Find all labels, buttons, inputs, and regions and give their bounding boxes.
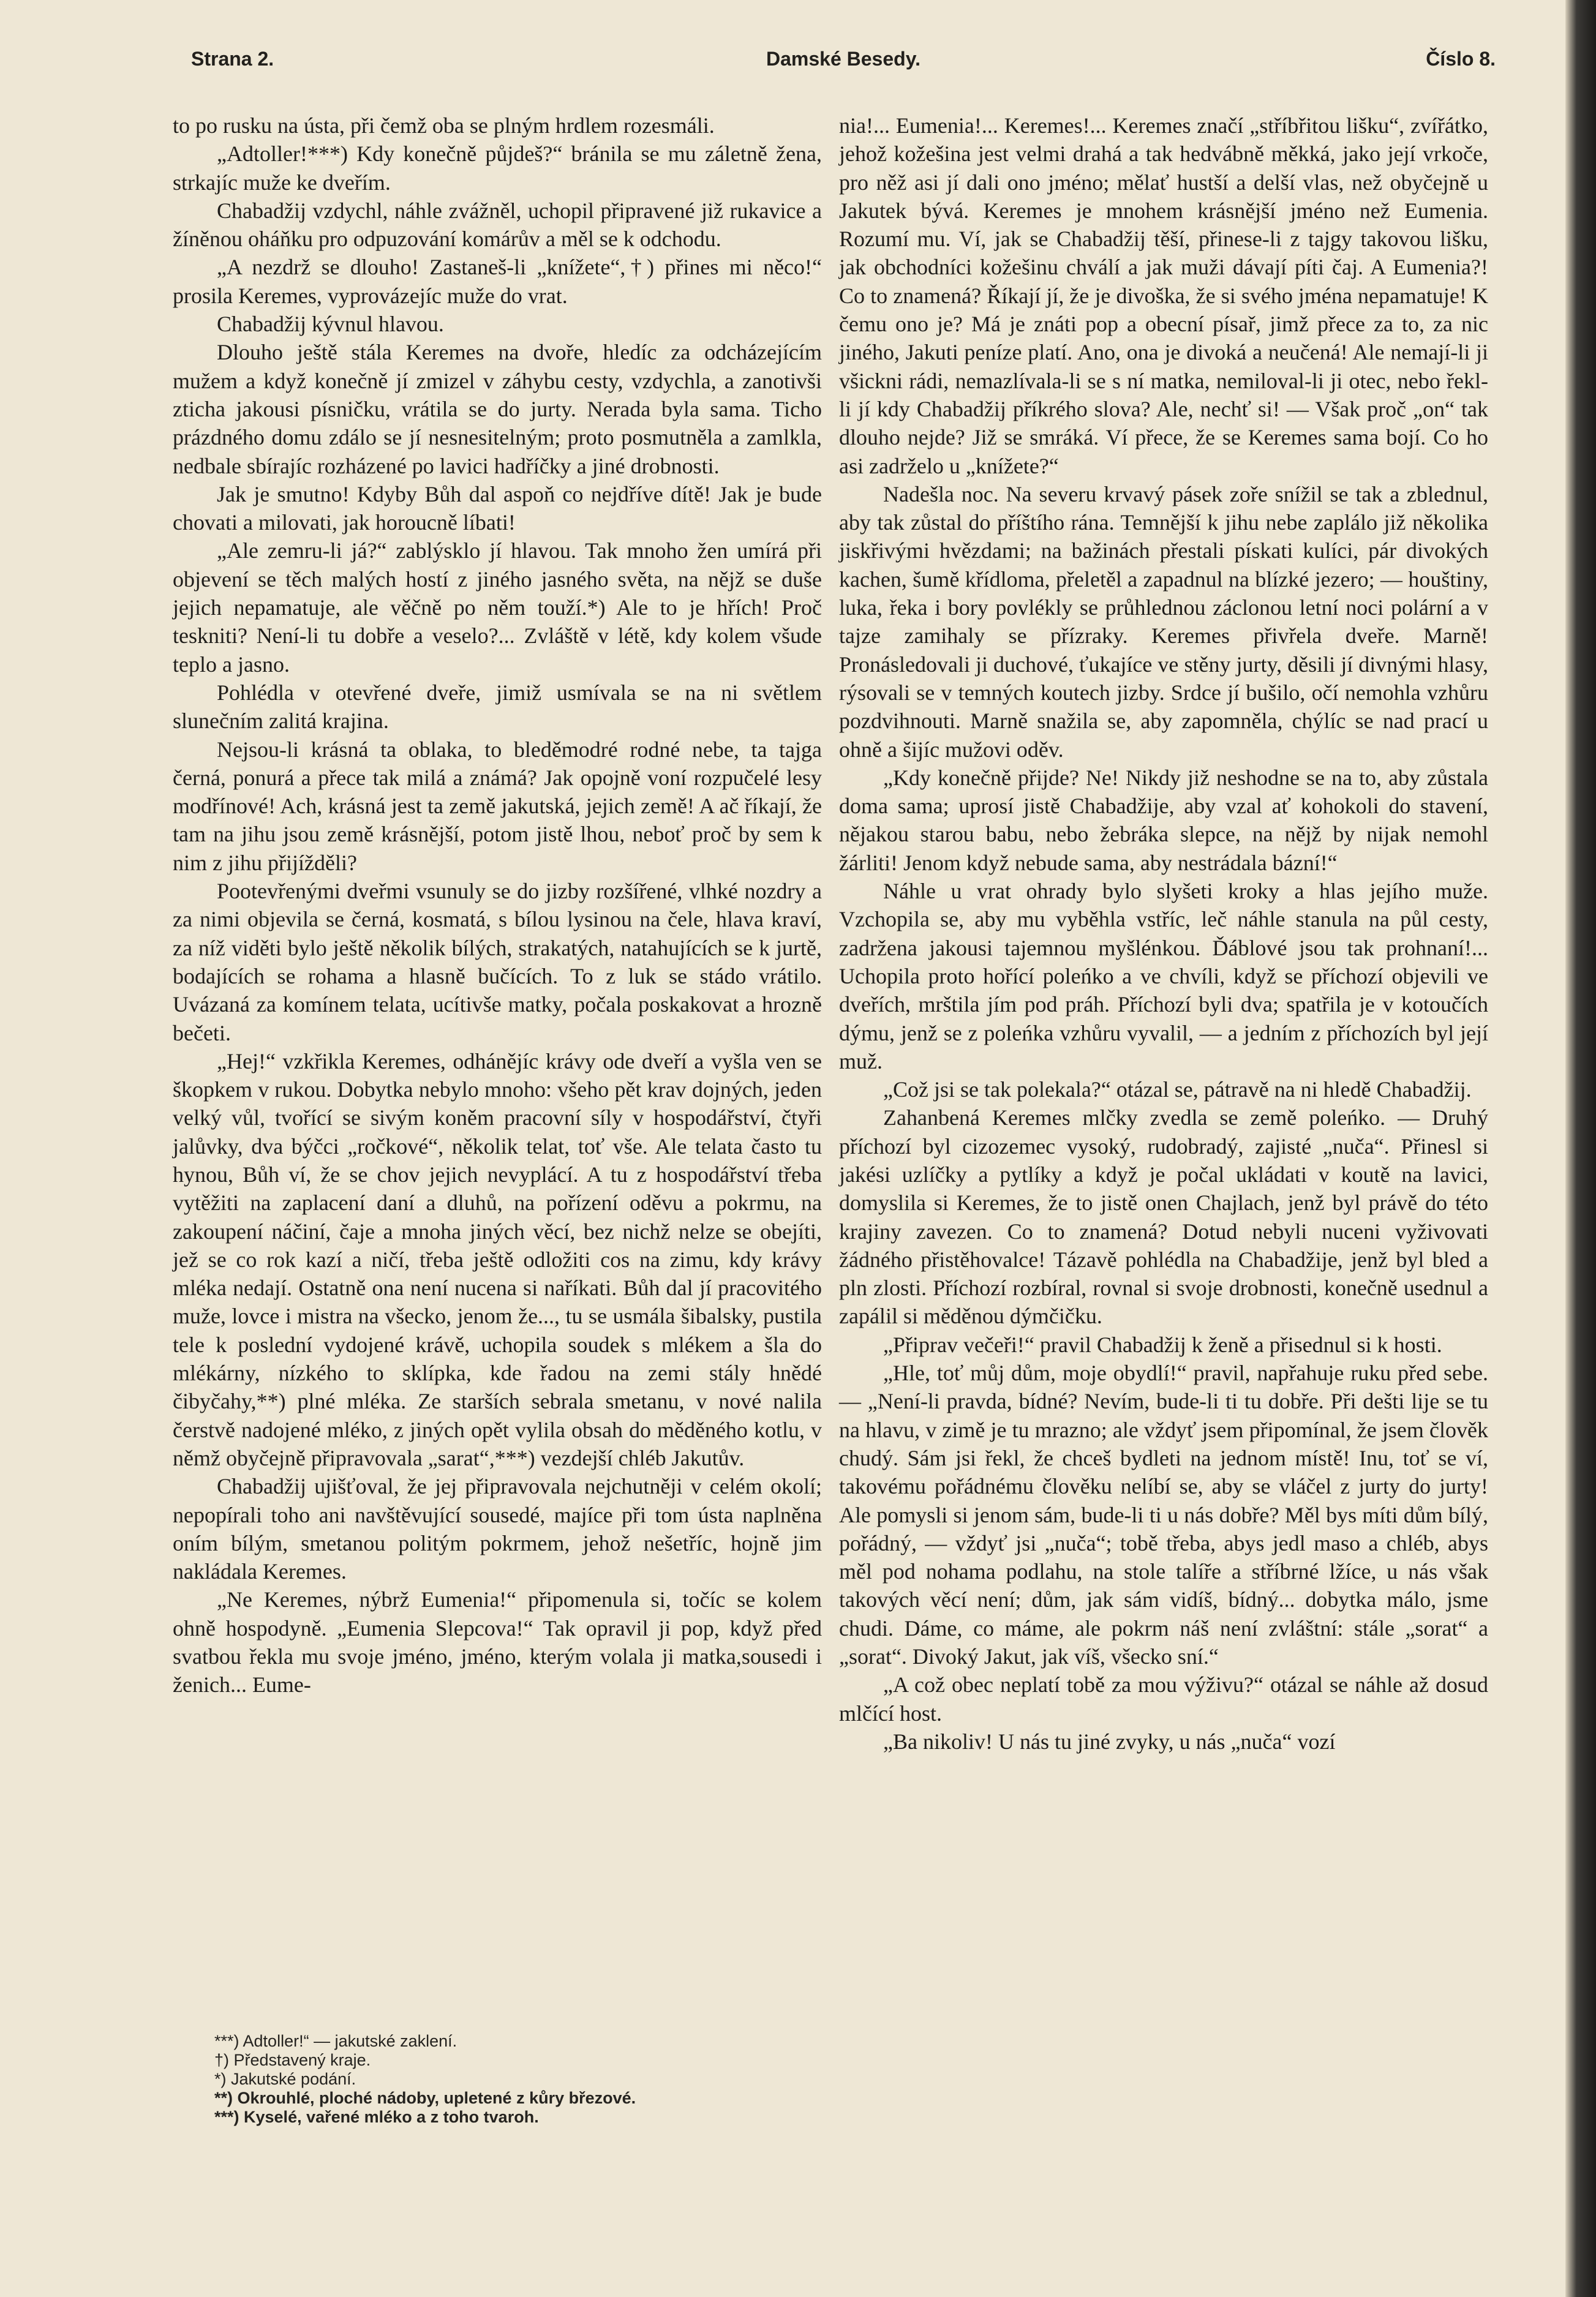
footnote: **) Okrouhlé, ploché nádoby, upletené z kůry březové. xyxy=(214,2089,636,2107)
binding-edge xyxy=(1565,0,1596,2297)
paragraph: Chabadžij kývnul hlavou. xyxy=(217,312,444,337)
paragraph: „Hle, toť můj dům, moje obydlí!“ pravil, napřahuje ruku před sebe. — „Není-li pravda, bídné? Nevím, bude-li ti tu dobře. Při dešti lije se tu na hlavu, v zimě je tu mrazno; ale vždyť jsem připomínal, že jsem člověk chudý. Sám jsi řekl, že chceš bydleti na jednom místě! Inu, toť se ví, takovému pořádnému člověku nelíbí se, aby se vláčel z jurty do jurty! Ale pomysli si jenom sám, bude-li ti u nás dobře? Měl bys míti dům bílý, pořádný, — vždyť jsi „nuča“; tobě třeba, abys jedl maso a chléb, abys měl pod nohama podlahu, na stole talíře a stříbrné lžíce, u nás však takových věcí není; dům, jak sám vidíš, bídný... dobytka málo, jsme chudi. Dáme, co máme, ale pokrm náš není zvláštní: stále „sorat“ a „sorat“. Divoký Jakut, jak víš, všecko sní.“ xyxy=(839,1361,1488,1669)
footnote: ***) Adtoller!“ — jakutské zaklení. xyxy=(214,2032,457,2050)
paragraph: Zahanbená Keremes mlčky zvedla se země poleńko. — Druhý příchozí byl cizozemec vysoký, rudobradý, zajisté „nuča“. Přinesl si jakési uzlíčky a pytlíky a když je počal ukládati v koutě na lavici, domyslila si Keremes, že to jistě onen Chajlach, jenž byl právě do této krajiny zavezen. Co to znamená? Dotud nebyli nuceni vyživovati žádného přistěhovalce! Tázavě pohlédla na Chabadžije, jenž byl bled a pln zlosti. Příchozí rozbíral, rovnal si svoje drobnosti, konečně usednul a zapálil si měděnou dýmčičku. xyxy=(839,1105,1488,1329)
footnote: *) Jakutské podání. xyxy=(214,2070,356,2088)
footnote: †) Představený kraje. xyxy=(214,2051,371,2069)
footnotes xyxy=(214,2032,827,2127)
footnote: ***) Kyselé, vařené mléko a z toho tvaroh. xyxy=(214,2108,539,2126)
paragraph: „Kdy konečně přijde? Ne! Nikdy již neshodne se na to, aby zůstala doma sama; uprosí jistě Chabadžije, aby vzal ať kohokoli do stavení, nějakou starou babu, nebo žebráka slepce, na nějž by nijak nemohl žárliti! Jenom když nebude sama, aby nestrádala bázní!“ xyxy=(839,765,1488,875)
paragraph: „Ba nikoliv! U nás tu jiné zvyky, u nás „nuča“ vozí xyxy=(883,1729,1336,1754)
paragraph: „Hej!“ vzkřikla Keremes, odhánějíc krávy ode dveří a vyšla ven se škopkem v rukou. Dobytka nebylo mnoho: všeho pět krav dojných, jeden velký vůl, tvořící se sivým koněm pracovní síly v hospodářství, čtyři jalůvky, dva býčci „ročkové“, několik telat, toť vše. Ale telata často tu hynou, Bůh ví, že se chov jejich nevyplácí. A tu z hospodářství třeba vytěžiti na zaplacení daní a dluhů, na pořízení oděvu a pokrmu, na zakoupení náčiní, čaje a mnoha jiných věcí, bez nichž nelze se obejíti, jež se co rok kazí a ničí, třeba ještě odložiti cos na zimu, kdy krávy mléka nedají. Ostatně ona není nucena si naříkati. Bůh dal jí pracovitého muže, lovce i mistra na všecko, jenom že..., tu se usmála šibalsky, pustila tele k poslední vydojené krávě, uchopila soudek s mlékem a šla do mlékárny, nízkého to sklípka, kde řadou na zemi stály hnědé čibyčahy,**) plné mléka. Ze starších sebrala smetanu, v nové nalila čerstvě nadojené mléko, z jiných opět vylila obsah do měděného kotlu, v němž obyčejně připravovala „sarat“,***) vezdejší chléb Jakutův. xyxy=(173,1048,822,1470)
paragraph: „A nezdrž se dlouho! Zastaneš-li „knížete“,†) přines mi něco!“ prosila Keremes, vyprovázejíc muže do vrat. xyxy=(173,255,822,308)
paragraph: Pohlédla v otevřené dveře, jimiž usmívala se na ni světlem slunečním zalitá krajina. xyxy=(173,680,822,734)
paragraph: Pootevřenými dveřmi vsunuly se do jizby rozšířené, vlhké nozdry a za nimi objevila se černá, kosmatá, s bílou lysinou na čele, hlava kraví, za níž viděti bylo ještě několik bílých, strakatých, natahujících se k jurtě, bodajících se rohama a hlasně bučících. To z luk se stádo vrátilo. Uvázaná za komínem telata, ucítivše matky, počala poskakovat a hrozně bečeti. xyxy=(173,879,822,1045)
paragraph: Náhle u vrat ohrady bylo slyšeti kroky a hlas jejího muže. Vzchopila se, aby mu vyběhla vstříc, leč náhle stanula na půl cesty, zadržena jakousi tajemnou myšlénkou. Ďáblové jsou tak prohnaní!... Uchopila proto hořící poleńko a ve chvíli, když se příchozí objevili ve dveřích, mrštila jím pod práh. Příchozí byli dva; spatřila je v kotoučích dýmu, jenž se z poleńka vzhůru vyvalil, — a jedním z příchozích byl její muž. xyxy=(839,879,1488,1073)
paragraph: „Ale zemru-li já?“ zablýsklo jí hlavou. Tak mnoho žen umírá při objevení se těch malých hostí z jiného jasného světa, na nějž se duše jejich nepamatuje, ale věčně po něm touží.*) Ale to je hřích! Proč teskniti? Není-li tu dobře a veselo?... Zvláště v létě, kdy kolem všude teplo a jasno. xyxy=(173,538,822,677)
page-header xyxy=(191,48,1496,85)
paragraph: „Ne Keremes, nýbrž Eumenia!“ připomenula si, točíc se kolem ohně hospodyně. „Eumenia Slepcova!“ Tak opravil ji pop, když před svatbou řekla mu svoje jméno, jméno, kterým volala ji matka,sousedi i ženich... Eume- xyxy=(173,1587,822,1697)
paragraph: Jak je smutno! Kdyby Bůh dal aspoň co nejdříve dítě! Jak je bude chovati a milovati, jak horoucně líbati! xyxy=(173,481,822,535)
paragraph: nia!... Eumenia!... Keremes!... Keremes značí „stříbřitou lišku“, zvířátko, jehož kožešina jest velmi drahá a tak hedvábně měkká, jako její vrkoče, pro něž asi jí dali ono jméno; mělať hustší a delší vlas, než obyčejně u Jakutek bývá. Keremes je mnohem krásnější jméno než Eumenia. Rozumí mu. Ví, jak se Chabadžij těší, přinese-li z tajgy takovou lišku, jak obchodníci kožešinu chválí a jak muži dávají píti čaj. A Eumenia?! Co to znamená? Říkají jí, že je divoška, že si svého jména nepamatuje! K čemu ono je? Má je znáti pop a obecní písař, jimž přece za to, za nic jiného, Jakuti peníze platí. Ano, ona je divoká a neučená! Ale nemají-li ji všickni rádi, nemazlívala-li se s ní matka, nemiloval-li ji otec, nebo řekl-li jí kdy Chabadžij příkrého slova? Ale, nechť si! — Však proč „on“ tak dlouho nejde? Již se smráká. Ví přece, že se Keremes sama bojí. Co ho asi zadrželo u „knížete?“ xyxy=(839,113,1488,478)
paragraph: Chabadžij ujišťoval, že jej připravovala nejchutněji v celém okolí; nepopírali toho ani navštěvující sousedé, majíce při tom ústa naplněna oním bílým, smetanou politým pokrmem, jehož nešetříc, hojně jim nakládala Keremes. xyxy=(173,1474,822,1584)
paragraph: „A což obec neplatí tobě za mou výživu?“ otázal se náhle až dosud mlčící host. xyxy=(839,1672,1488,1726)
paragraph: to po rusku na ústa, při čemž oba se plným hrdlem rozesmáli. xyxy=(173,113,715,138)
paragraph: „Připrav večeři!“ pravil Chabadžij k ženě a přisednul si k hosti. xyxy=(883,1332,1442,1357)
paragraph: Nadešla noc. Na severu krvavý pásek zoře snížil se tak a zblednul, aby tak zůstal do příštího rána. Temnější k jihu nebe zaplálo již několika jiskřivými hvězdami; na bažinách přestali pískati kulíci, pár divokých kachen, šumě křídloma, přeletěl a zapadnul na blízké jezero; — houštiny, luka, řeka i bory povlékly se průhlednou záclonou letní noci polární a v tajze zamihaly se přízraky. Keremes přivřela dveře. Marně! Pronásledovali ji duchové, ťukajíce ve stěny jurty, děsili jí divnými hlasy, rýsovali se v temných koutech jizby. Srdce jí bušilo, očí nemohla vzhůru pozdvihnouti. Marně snažila se, aby zapomněla, chýlíc se nad prací u ohně a šijíc mužovi oděv. xyxy=(839,481,1488,762)
paragraph: Chabadžij vzdychl, náhle zvážněl, uchopil připravené již rukavice a žíněnou oháňku pro odpuzování komárův a měl se k odchodu. xyxy=(173,198,822,252)
right-column xyxy=(839,111,1488,1756)
page-number: Strana 2. xyxy=(191,48,274,70)
paragraph: „Adtoller!***) Kdy konečně půjdeš?“ bránila se mu záletně žena, strkajíc muže ke dveřím. xyxy=(173,141,822,195)
paragraph: Dlouho ještě stála Keremes na dvoře, hledíc za odcházejícím mužem a když konečně jí zmizel v záhybu cesty, vzdychla, a zanotivši zticha jakousi písničku, vrátila se do jurty. Nerada byla sama. Ticho prázdného domu zdálo se jí nesnesitelným; proto posmutněla a zamlkla, nedbale sbírajíc rozházené po lavici hadříčky a jiné drobnosti. xyxy=(173,340,822,478)
left-column xyxy=(173,111,822,1699)
magazine-title: Damské Besedy. xyxy=(766,48,920,70)
paragraph: „Což jsi se tak polekala?“ otázal se, pátravě na ni hledě Chabadžij. xyxy=(883,1077,1472,1102)
paragraph: Nejsou-li krásná ta oblaka, to bleděmodré rodné nebe, ta tajga černá, ponurá a přece tak milá a známá? Jak opojně voní rozpučelé lesy modřínové! Ach, krásná jest ta země jakutská, jejich země! A ač říkají, že tam na jihu jsou země krásnější, potom jistě lhou, neboť proč by sem k nim z jihu přijížděli? xyxy=(173,737,822,875)
issue-number: Číslo 8. xyxy=(1426,48,1496,70)
